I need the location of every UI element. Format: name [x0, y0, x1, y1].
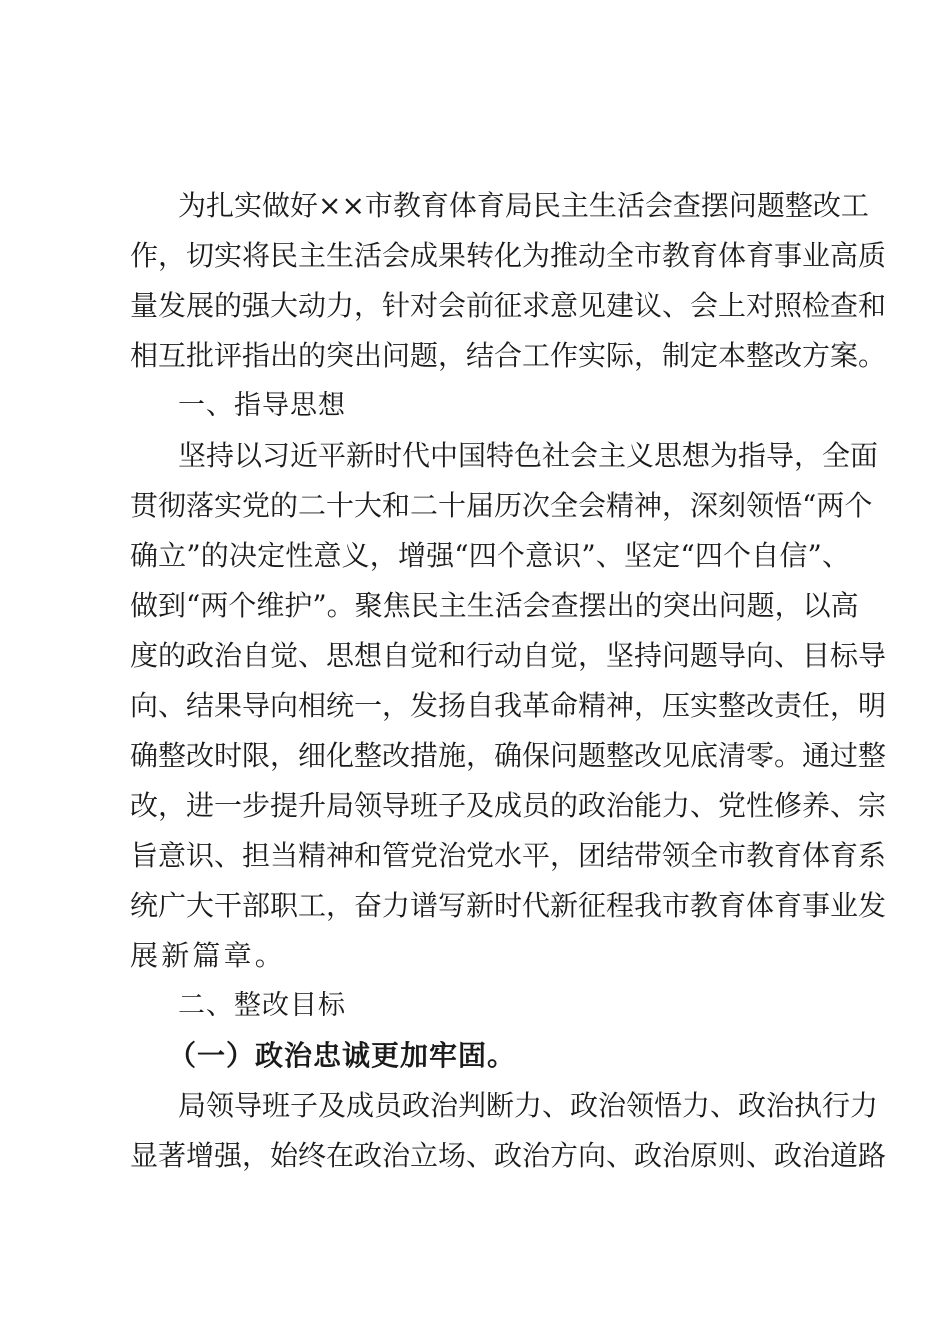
subsection-1-line-2: 显著增强，始终在政治立场、政治方向、政治原则、政治道路 — [130, 1139, 887, 1172]
section-1-line-8: 改，进一步提升局领导班子及成员的政治能力、党性修养、宗 — [130, 789, 887, 822]
intro-line-3: 量发展的强大动力，针对会前征求意见建议、会上对照检查和 — [130, 289, 887, 322]
section-1-line-3: 确立”的决定性意义，增强“四个意识”、坚定“四个自信”、 — [130, 539, 850, 572]
intro-line-2: 作，切实将民主生活会成果转化为推动全市教育体育事业高质 — [130, 239, 887, 272]
section-1-line-5: 度的政治自觉、思想自觉和行动自觉，坚持问题导向、目标导 — [130, 639, 887, 672]
subsection-1-heading: （一）政治忠诚更加牢固。 — [168, 1039, 517, 1072]
section-1-line-1: 坚持以习近平新时代中国特色社会主义思想为指导，全面 — [178, 439, 879, 472]
section-1-line-9: 旨意识、担当精神和管党治党水平，团结带领全市教育体育系 — [130, 839, 887, 872]
section-1-heading: 一、指导思想 — [178, 390, 346, 421]
section-1-line-4: 做到“两个维护”。聚焦民主生活会查摆出的突出问题，以高 — [130, 589, 859, 622]
subsection-1-line-1: 局领导班子及成员政治判断力、政治领悟力、政治执行力 — [178, 1089, 879, 1122]
section-1-line-6: 向、结果导向相统一，发扬自我革命精神，压实整改责任，明 — [130, 689, 887, 722]
intro-line-1: 为扎实做好××市教育体育局民主生活会查摆问题整改工 — [178, 189, 869, 222]
section-1-line-11: 展新篇章。 — [130, 939, 287, 972]
section-1-line-7: 确整改时限，细化整改措施，确保问题整改见底清零。通过整 — [130, 739, 887, 772]
section-2-heading: 二、整改目标 — [178, 990, 346, 1021]
section-1-line-10: 统广大干部职工，奋力谱写新时代新征程我市教育体育事业发 — [130, 889, 887, 922]
intro-line-4: 相互批评指出的突出问题，结合工作实际，制定本整改方案。 — [130, 339, 887, 372]
section-1-line-2: 贯彻落实党的二十大和二十届历次全会精神，深刻领悟“两个 — [130, 489, 873, 522]
